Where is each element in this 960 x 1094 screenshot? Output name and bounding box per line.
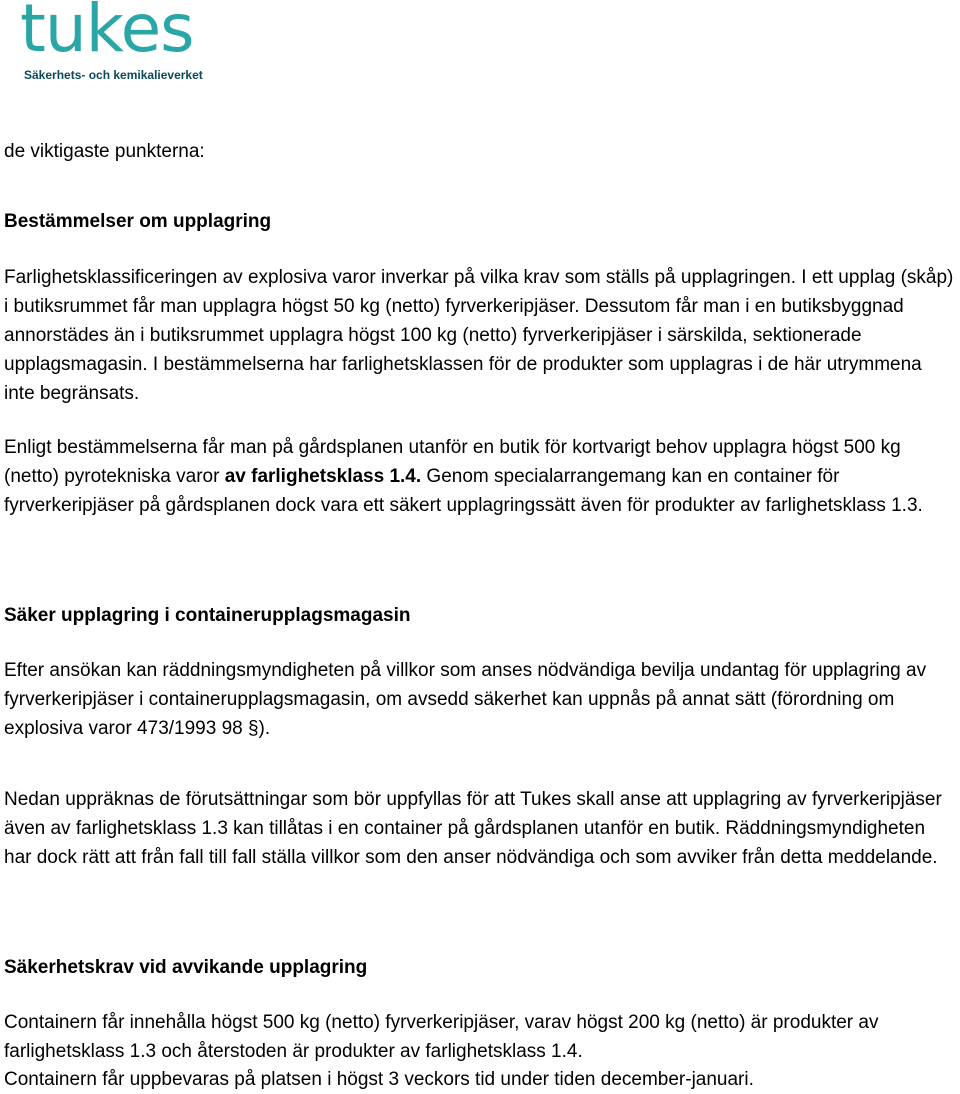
paragraph-uppbevaring: Containern får uppbevaras på platsen i högst 3 veckors tid under tiden december-januari.	[4, 1069, 754, 1090]
paragraph-forutsattningar: Nedan uppräknas de förutsättningar som bör uppfyllas för att Tukes skall anse att upplagring av fyrverkeripjäser även av farlighetsklass 1.3 kan tillåtas i en container på gårdsplanen utanför en butik. Räddningsmyndigheten har dock rätt att från fall till fall ställa villkor som den anser nödvändiga och som avviker från detta meddelande.	[4, 789, 942, 868]
section-heading-sakerhetskrav: Säkerhetskrav vid avvikande upplagring	[4, 957, 368, 978]
paragraph-innehall: Containern får innehålla högst 500 kg (netto) fyrverkeripjäser, varav högst 200 kg (netto) är produkter av farlighetsklass 1.3 och återstoden är produkter av farlighetsklass 1.4.	[4, 1012, 879, 1062]
paragraph-gardsplan-start: Enligt bestämmelserna får man på gårdsplanen utanför en butik för kortvarigt behov upplagra högst 500 kg (netto) pyrotekniska varor	[4, 437, 901, 487]
tukes-logo	[20, 0, 203, 86]
paragraph-klassificering: Farlighetsklassificeringen av explosiva varor inverkar på vilka krav som ställs på upplagringen. I ett upplag (skåp) i butiksrummet får man upplagra högst 50 kg (netto) fyrverkeripjäser. Dessutom får man i en butiksbyggnad annorstädes än i butiksrummet upplagra högst 100 kg (netto) fyrverkeripjäser i särskilda, sektionerade upplagsmagasin. I bestämmelserna har farlighetsklassen för de produkter som upplagras i de här utrymmena inte begränsats.	[4, 267, 954, 404]
paragraph-gardsplan-end: Genom specialarrangemang kan en container för fyrverkeripjäser på gårdsplanen dock vara ett säkert upplagringssätt även för produkter av farlighetsklass 1.3.	[4, 466, 923, 516]
paragraph-gardsplan-bold: av farlighetsklass 1.4.	[224, 466, 422, 487]
section-heading-bestammelser: Bestämmelser om upplagring	[4, 211, 272, 232]
logo-wordmark: tukes	[20, 0, 194, 67]
logo-subtitle: Säkerhets- och kemikalieverket	[24, 68, 203, 82]
paragraph-ansokan: Efter ansökan kan räddningsmyndigheten på villkor som anses nödvändiga bevilja undantag för upplagring av fyrverkeripjäser i containerupplagsmagasin, om avsedd säkerhet kan uppnås på annat sätt (förordning om explosiva varor 473/1993 98 §).	[4, 660, 927, 739]
paragraph-gardsplan	[4, 433, 956, 520]
section-heading-container: Säker upplagring i containerupplagsmagasin	[4, 605, 411, 626]
intro-text: de viktigaste punkterna:	[4, 141, 205, 162]
